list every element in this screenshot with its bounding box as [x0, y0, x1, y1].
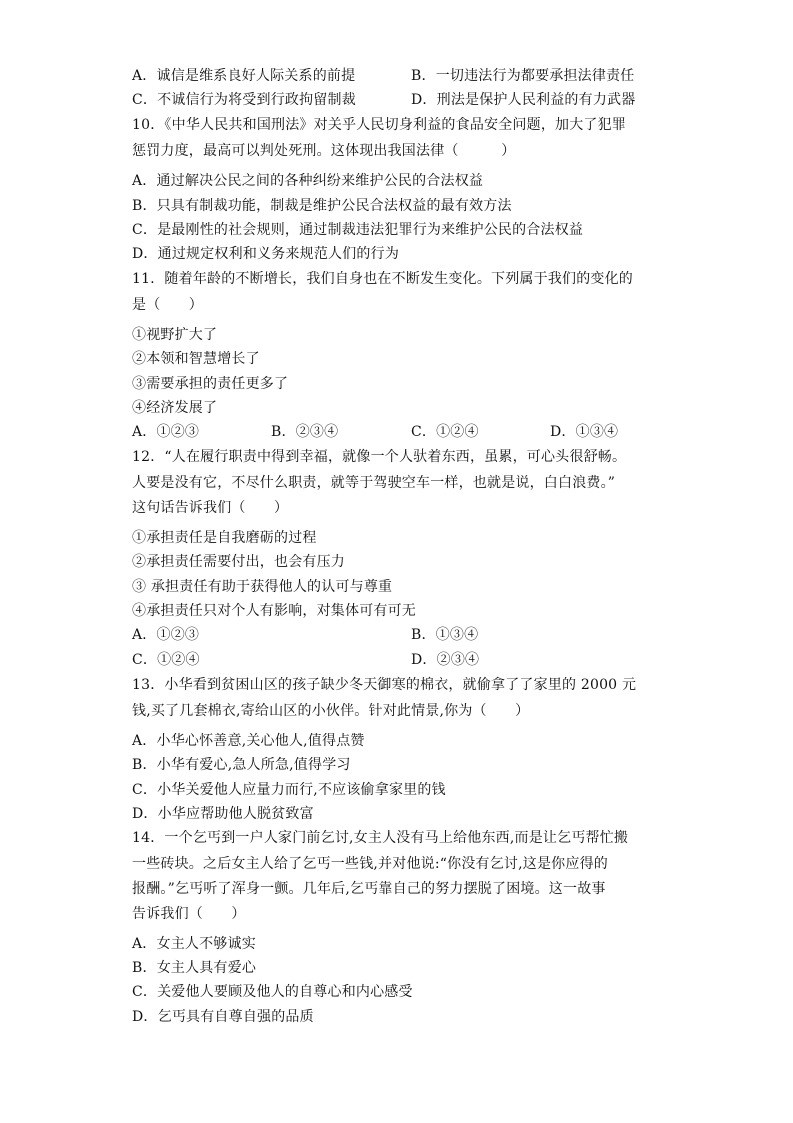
- q10-option-a[interactable]: A．通过解决公民之间的各种纠纷来维护公民的合法权益: [132, 173, 484, 189]
- q12-stem-line-1: 12．“人在履行职责中得到幸福，就像一个人驮着东西，虽累，可心头很舒畅。: [132, 449, 627, 465]
- q12-statement-3: ③ 承担责任有助于获得他人的认可与尊重: [132, 579, 393, 595]
- q10-option-d[interactable]: D．通过规定权利和义务来规范人们的行为: [132, 246, 400, 262]
- q14-stem-line-3: 报酬。”乞丐听了浑身一颤。几年后,乞丐靠自己的努力摆脱了困境。这一故事: [132, 881, 606, 897]
- q12-stem-line-2: 人要是没有它，不尽什么职责，就等于驾驶空车一样，也就是说，白白浪费。”: [132, 475, 616, 491]
- q10-stem-line-2: 惩罚力度，最高可以判处死刑。这体现出我国法律（ ）: [132, 143, 516, 159]
- q10-option-b[interactable]: B．只具有制裁功能，制裁是维护公民合法权益的最有效方法: [132, 198, 512, 214]
- q14-option-c[interactable]: C．关爱他人要顾及他人的自尊心和内心感受: [132, 984, 413, 1000]
- q12-statement-2: ②承担责任需要付出，也会有压力: [132, 554, 345, 570]
- q14-option-a[interactable]: A．女主人不够诚实: [132, 936, 256, 952]
- q13-stem-line-2: 钱,买了几套棉衣,寄给山区的小伙伴。针对此情景,你为（ ）: [132, 703, 530, 719]
- q11-option-a[interactable]: A．①②③: [132, 424, 200, 440]
- q13-stem-line-1: 13．小华看到贫困山区的孩子缺少冬天御寒的棉衣，就偷拿了了家里的 2000 元: [132, 677, 637, 693]
- q12-option-d[interactable]: D．②③④: [411, 652, 480, 668]
- q11-stem-line-2: 是（ ）: [132, 297, 203, 313]
- q9-option-c[interactable]: C．不诚信行为将受到行政拘留制裁: [132, 92, 356, 108]
- q12-stem-line-3: 这句话告诉我们（ ）: [132, 500, 289, 516]
- q10-stem-line-1: 10．《中华人民共和国刑法》对关乎人民切身利益的食品安全问题，加大了犯罪: [132, 117, 627, 133]
- q12-option-c[interactable]: C．①②④: [132, 652, 200, 668]
- q11-statement-2: ②本领和智慧增长了: [132, 351, 260, 367]
- q14-option-b[interactable]: B．女主人具有爱心: [132, 960, 257, 976]
- q13-option-d[interactable]: D．小华应帮助他人脱贫致富: [132, 806, 314, 822]
- q14-stem-line-2: 一些砖块。之后女主人给了乞丐一些钱,并对他说:“你没有乞讨,这是你应得的: [132, 856, 608, 872]
- q11-option-c[interactable]: C．①②④: [411, 424, 479, 440]
- q12-option-b[interactable]: B．①③④: [411, 627, 479, 643]
- q13-option-a[interactable]: A．小华心怀善意,关心他人,值得点赞: [132, 733, 365, 749]
- q12-statement-4: ④承担责任只对个人有影响，对集体可有可无: [132, 603, 416, 619]
- q10-option-c[interactable]: C．是最刚性的社会规则，通过制裁违法犯罪行为来维护公民的合法权益: [132, 222, 584, 238]
- q11-statement-4: ④经济发展了: [132, 400, 218, 416]
- q11-stem-line-1: 11．随着年龄的不断增长，我们自身也在不断发生变化。下列属于我们的变化的: [132, 271, 634, 287]
- q14-stem-line-1: 14．一个乞丐到一户人家门前乞讨,女主人没有马上给他东西,而是让乞丐帮忙搬: [132, 830, 629, 846]
- q9-option-d[interactable]: D．刑法是保护人民利益的有力武器: [411, 92, 636, 108]
- q9-option-b[interactable]: B．一切违法行为都要承担法律责任: [411, 68, 635, 84]
- q13-option-b[interactable]: B．小华有爱心,急人所急,值得学习: [132, 757, 351, 773]
- q12-statement-1: ①承担责任是自我磨砺的过程: [132, 530, 317, 546]
- q9-option-a[interactable]: A．诚信是维系良好人际关系的前提: [132, 68, 356, 84]
- q14-stem-line-4: 告诉我们（ ）: [132, 906, 246, 922]
- q11-option-d[interactable]: D．①③④: [550, 424, 619, 440]
- q13-option-c[interactable]: C．小华关爱他人应量力而行,不应该偷拿家里的钱: [132, 782, 446, 798]
- q11-statement-3: ③需要承担的责任更多了: [132, 376, 289, 392]
- q14-option-d[interactable]: D．乞丐具有自尊自强的品质: [132, 1009, 314, 1025]
- q12-option-a[interactable]: A．①②③: [132, 627, 200, 643]
- q11-statement-1: ①视野扩大了: [132, 327, 218, 343]
- q11-option-b[interactable]: B．②③④: [271, 424, 339, 440]
